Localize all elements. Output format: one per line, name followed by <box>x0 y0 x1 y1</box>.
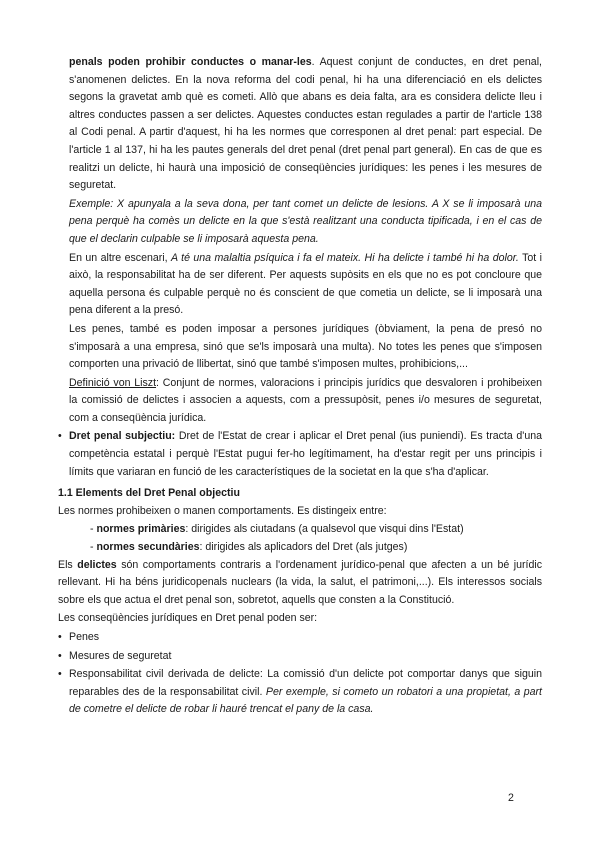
paragraph-scenario <box>58 250 542 320</box>
paragraph-text: . Aquest conjunt de conductes, en dret penal, s'anomenen delictes. En la nova reforma del codi penal, hi ha una diferenciació en els delictes segons la gravetat amb què es cometi. Allò que abans es deia falta, ara es considera delicte lleu i altres conductes passen a ser delictes. Aquestes conductes estan regulades a partir de l'article 138 al Codi penal. A partir d'aquest, hi ha les normes que corresponen al dret penal: part especial. De l'article 1 al 137, hi ha les pautes generals del dret penal (dret penal part general). En cas de que es realitzi un delicte, hi haurà una imposició de conseqüències jurídiques: les penes i les mesures de seguretat. <box>69 56 542 192</box>
bullet-icon: • <box>58 649 62 662</box>
page-number: 2 <box>508 792 514 804</box>
list-item-text: Penes <box>69 631 100 643</box>
bold-text: delictes <box>77 558 117 571</box>
bold-text: Dret penal subjectiu: <box>69 430 176 443</box>
list-item-text: Mesures de seguretat <box>69 649 172 662</box>
paragraph-penalties: Les penes, també es poden imposar a persones jurídiques (òbviament, la pena de presó no s'imposarà a una empresa, sinó que se'ls imposarà una multa). No totes les penes que s'imposen comporten una privació de llibertat, sinó que també s'imposen multes, prohibicions,... <box>69 322 542 371</box>
list-item <box>58 666 542 719</box>
dash: - <box>90 541 97 554</box>
bullet-list-subjective <box>58 428 542 481</box>
list-item <box>58 428 542 481</box>
paragraph-text: : Conjunt de normes, valoracions i principis jurídics que desvaloren i prohibeixen la comissió de delictes i associen a aquests, com a pressupòsit, penes i/o mesures de seguretat, com a conseqüència jurídica. <box>69 376 542 424</box>
section-heading: 1.1 Elements del Dret Penal objectiu <box>58 487 240 500</box>
list-item <box>58 629 542 647</box>
bullet-list-consequences <box>58 629 542 719</box>
paragraph-text: En un altre escenari, <box>69 251 172 264</box>
paragraph-offences-def <box>58 557 542 610</box>
paragraph-text: Els <box>58 558 78 571</box>
document-page <box>58 54 542 720</box>
paragraph-text: Dret de l'Estat de crear i aplicar el Dret penal (ius puniendi). Es tracta d'una competència estatal i perquè l'Estat pugui fer-ho legítimament, ha d'estar regit per uns principis i límits que variaran en funció de les característiques de la societat en la que s'ha d'aplicar. <box>69 430 543 478</box>
italic-text: A té una malaltia psíquica i fa el mateix. Hi ha delicte i també hi ha dolor. <box>171 251 519 264</box>
sub-item-primary <box>58 521 542 539</box>
bold-text: penals poden prohibir conductes o manar-les <box>69 56 312 68</box>
list-item <box>58 648 542 666</box>
paragraph-text: : dirigides als ciutadans (a qualsevol que visqui dins l'Estat) <box>185 523 464 536</box>
paragraph-text: : dirigides als aplicadors del Dret (als jutges) <box>199 541 408 554</box>
bullet-icon: • <box>58 668 62 681</box>
paragraph-consequences: Les conseqüències jurídiques en Dret penal poden ser: <box>58 612 318 625</box>
example-paragraph: Exemple: X apunyala a la seva dona, per tant comet un delicte de lesions. A X se li imposarà una pena perquè ha comès un delicte en la que s'està realitzant una conducta tipificada, i en el cas de que el declarin culpable se li imposarà aquesta pena. <box>69 197 542 245</box>
dash: - <box>90 523 97 536</box>
underlined-text: Definició von Liszt <box>69 376 157 389</box>
italic-text: Per exemple, si cometo un robatori a una propietat, a part de cometre el delicte de robar li hauré trencat el pany de la casa. <box>69 685 542 716</box>
paragraph-definition <box>58 375 542 428</box>
bold-text: normes secundàries <box>96 541 200 554</box>
paragraph-offences <box>58 54 542 195</box>
paragraph-text: Responsabilitat civil derivada de delicte: La comissió d'un delicte pot comportar danys que siguin reparables des de la responsabilitat civil. <box>69 668 542 698</box>
bold-text: normes primàries <box>96 523 186 536</box>
bullet-icon: • <box>58 430 62 443</box>
paragraph-text: són comportaments contraris a l'ordenament jurídico-penal que afecten a un bé jurídic rellevant. Hi ha béns juridicopenals nuclears (la vida, la salut, el patrimoni,...). Els interessos socials sobre els que actua el dret penal son, sobretot, aquells que consten a la Constitució. <box>58 558 542 606</box>
sub-item-secondary <box>58 539 542 557</box>
paragraph-text: Tot i això, la responsabilitat ha de ser diferent. Per aquests supòsits en els que no es pot concloure que aquella persona és culpable perquè no és conscient de que cometia un delicte, se li imposarà una pena diferent a la presó. <box>69 251 542 317</box>
paragraph-norms: Les normes prohibeixen o manen comportaments. Es distingeix entre: <box>58 504 387 517</box>
bullet-icon: • <box>58 631 62 643</box>
